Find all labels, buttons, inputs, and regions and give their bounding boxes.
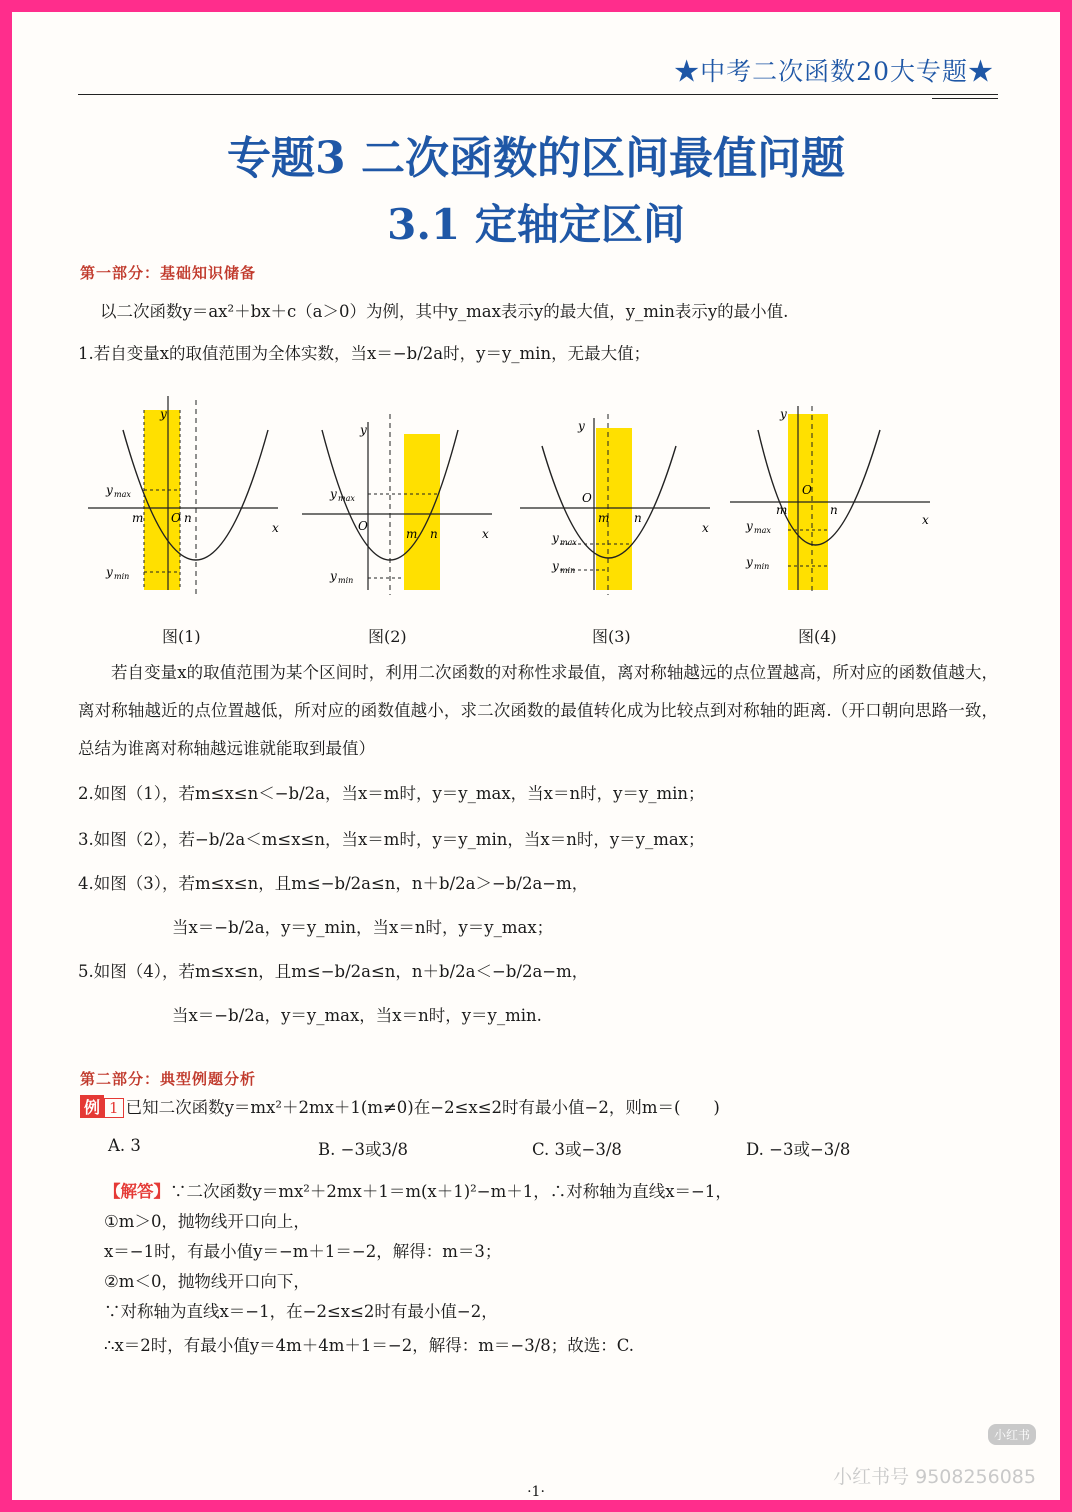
figure-1: [88, 390, 288, 610]
item-1: 1.若自变量x的取值范围为全体实数，当x＝−b/2a时，y＝y_min，无最大值；: [78, 344, 651, 363]
svg-text:y: y: [552, 559, 559, 573]
item-5: 5.如图（4），若m≤x≤n，且m≤−b/2a≤n，n＋b/2a＜−b/2a−m，: [78, 962, 589, 981]
option-a: A. 3: [108, 1136, 141, 1155]
ymax-label: y: [106, 483, 113, 497]
figure-caption-2: 图(2): [368, 627, 407, 646]
item-4: 4.如图（3），若m≤x≤n，且m≤−b/2a≤n，n＋b/2a＞−b/2a−m，: [78, 874, 589, 893]
page-title: 专题3 二次函数的区间最值问题: [227, 133, 845, 184]
svg-text:max: max: [114, 490, 131, 499]
svg-text:x: x: [482, 527, 489, 541]
svg-text:min: min: [338, 576, 354, 585]
page-number: ·1·: [527, 1484, 545, 1500]
item-2: 2.如图（1），若m≤x≤n＜−b/2a，当x＝m时，y＝y_max，当x＝n时，y＝y_min；: [78, 784, 705, 803]
svg-text:y: y: [330, 569, 337, 583]
svg-text:y: y: [780, 407, 787, 421]
svg-text:y: y: [360, 423, 367, 437]
svg-text:x: x: [922, 513, 929, 527]
svg-text:y: y: [160, 407, 167, 421]
page-subtitle: 3.1 定轴定区间: [387, 200, 685, 249]
svg-text:x: x: [702, 521, 709, 535]
option-b: B. −3或3/8: [318, 1140, 408, 1159]
svg-text:y: y: [552, 531, 559, 545]
part2-heading: 第二部分：典型例题分析: [80, 1070, 257, 1088]
svg-text:max: max: [338, 494, 355, 503]
figure-caption-3: 图(3): [592, 627, 631, 646]
explanation-paragraph: 若自变量x的取值范围为某个区间时，利用二次函数的对称性求最值，离对称轴越远的点位置越高，所对应的函数值越大，离对称轴越近的点位置越低，所对应的函数值越小，求二次函数的最值转化成为比较点到对称轴的距离.（开口朝向思路一致，总结为谁离对称轴越远谁就能取到最值）: [78, 663, 998, 758]
svg-text:x: x: [272, 521, 279, 535]
solution-tag: 【解答】: [104, 1182, 170, 1201]
header-rule-short: [932, 98, 998, 99]
example-number: 1: [104, 1098, 124, 1118]
svg-text:m: m: [776, 503, 788, 517]
figure-caption-1: 图(1): [162, 627, 201, 646]
svg-text:m: m: [406, 527, 418, 541]
svg-text:m: m: [598, 511, 610, 525]
option-d: D. −3或−3/8: [746, 1140, 851, 1159]
svg-text:y: y: [746, 519, 753, 533]
solution-line-2: ①m＞0，抛物线开口向上，: [104, 1212, 310, 1231]
svg-text:m: m: [132, 511, 144, 525]
header-rule: [78, 94, 998, 95]
interval-highlight: [144, 410, 180, 590]
example-question: 已知二次函数y＝mx²＋2mx＋1(m≠0)在−2≤x≤2时有最小值−2，则m＝( ): [125, 1098, 720, 1117]
interval-highlight: [596, 428, 632, 590]
svg-text:max: max: [754, 526, 771, 535]
solution-line-1: 【解答】∵二次函数y＝mx²＋2mx＋1＝m(x＋1)²−m＋1，∴对称轴为直线x＝−1，: [104, 1182, 732, 1201]
item-5-cont: 当x＝−b/2a，y＝y_max，当x＝n时，y＝y_min.: [172, 1006, 542, 1025]
item-4-cont: 当x＝−b/2a，y＝y_min，当x＝n时，y＝y_max；: [172, 918, 554, 937]
interval-highlight: [404, 434, 440, 590]
svg-text:max: max: [560, 538, 577, 547]
svg-text:y: y: [746, 555, 753, 569]
svg-text:O: O: [582, 491, 592, 505]
figure-3: [520, 390, 720, 610]
option-c: C. 3或−3/8: [532, 1140, 622, 1159]
solution-line-3: x＝−1时，有最小值y＝−m＋1＝−2，解得：m＝3；: [104, 1242, 502, 1261]
figure-4: [730, 390, 940, 610]
svg-text:n: n: [184, 511, 192, 525]
example-question-row: [80, 1094, 720, 1118]
svg-text:n: n: [430, 527, 438, 541]
watermark-logo: 小红书: [988, 1424, 1036, 1445]
figure-2: [302, 390, 502, 610]
ymin-label: y: [106, 565, 113, 579]
svg-text:min: min: [560, 566, 576, 575]
svg-text:y: y: [330, 487, 337, 501]
svg-text:O: O: [171, 511, 181, 525]
svg-text:y: y: [578, 419, 585, 433]
part1-heading: 第一部分：基础知识储备: [80, 264, 257, 282]
solution-line-5: ∵对称轴为直线x＝−1，在−2≤x≤2时有最小值−2，: [104, 1302, 498, 1321]
document-page: [12, 12, 1060, 1500]
intro-text: 以二次函数y＝ax²＋bx＋c（a＞0）为例，其中y_max表示y的最大值，y_min表示y的最小值.: [100, 302, 789, 321]
solution-line-6: ∴x＝2时，有最小值y＝4m＋4m＋1＝−2，解得：m＝−3/8；故选：C.: [104, 1336, 635, 1355]
watermark: 小红书号 9508256085: [833, 1466, 1036, 1488]
figure-caption-4: 图(4): [798, 627, 837, 646]
solution-line-4: ②m＜0，抛物线开口向下，: [104, 1272, 310, 1291]
svg-text:min: min: [114, 572, 130, 581]
svg-text:min: min: [754, 562, 770, 571]
svg-text:O: O: [358, 519, 368, 533]
svg-text:n: n: [830, 503, 838, 517]
series-title: ★中考二次函数20大专题★: [674, 57, 994, 86]
svg-text:n: n: [634, 511, 642, 525]
item-3: 3.如图（2），若−b/2a＜m≤x≤n，当x＝m时，y＝y_min，当x＝n时，y＝y_max；: [78, 830, 705, 849]
svg-text:O: O: [802, 483, 812, 497]
example-badge: 例: [80, 1095, 104, 1118]
